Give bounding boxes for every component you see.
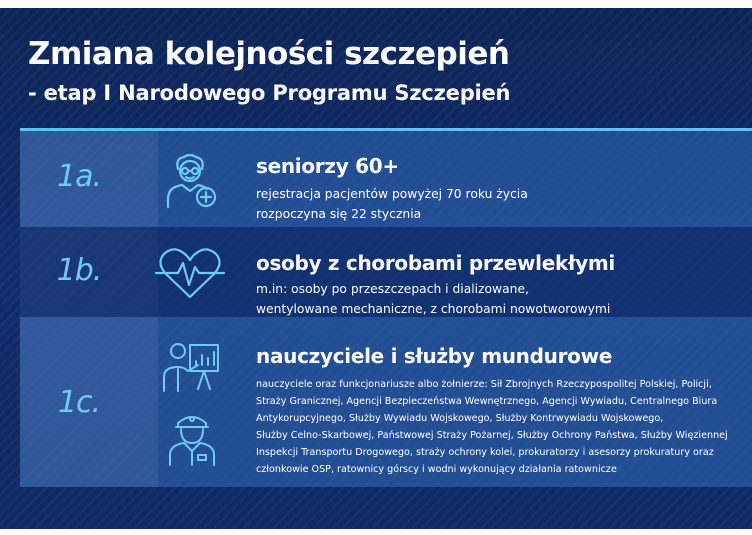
description-line: nauczyciele oraz funkcjonariusze albo żołnierze: Sił Zbrojnych Rzeczypospolitej Polskiej, Policji, [256,379,712,390]
description-line: Inspekcji Transportu Drogowego, straży ochrony kolei, prokuratorzy i asesorzy prokuratury oraz [256,447,714,458]
description-line: Straży Granicznej, Agencji Bezpieczeństwa Wewnętrznego, Agencji Wywiadu, Centralnego Biura [256,396,718,407]
description-line: Służby Celno-Skarbowej, Państwowej Straży Pożarnej, Służby Ochrony Państwa, Służby Więziennej [256,430,728,441]
description-line: członkowie OSP, ratownicy górscy i wodni wykonujący działania ratownicze [256,464,617,475]
senior-icon [158,149,222,213]
stage-row-1b [20,227,752,317]
page-title: Zmiana kolejności szczepień [28,36,510,72]
stage-row-1a [20,131,752,227]
uniformed-officer-icon [166,409,218,467]
stage-heading: seniorzy 60+ [256,154,399,178]
stage-heading: osoby z chorobami przewlekłymi [256,251,615,275]
stage-description [256,279,736,319]
description-line: wentylowane mechaniczne, z chorobami nowotworowymi [256,302,611,316]
stage-heading: nauczyciele i służby mundurowe [256,344,613,368]
heart-pulse-icon [152,243,228,303]
poster [0,8,752,529]
description-line: Antykorupcyjnego, Służby Wywiadu Wojskowego, Służby Kontrwywiadu Wojskowego, [256,413,664,424]
teacher-icon [160,339,222,395]
stage-label: 1b. [56,253,102,288]
description-line: rejestracja pacjentów powyżej 70 roku życia [256,187,528,201]
page-subtitle: - etap I Narodowego Programu Szczepień [28,81,511,105]
stage-label: 1a. [56,159,101,194]
stage-description [256,376,736,478]
description-line: m.in: osoby po przeszczepach i dializowane, [256,282,529,296]
stage-label: 1c. [57,385,101,420]
stage-description [256,184,736,224]
description-line: rozpoczyna się 22 stycznia [256,207,422,221]
stage-row-1c [20,317,752,487]
